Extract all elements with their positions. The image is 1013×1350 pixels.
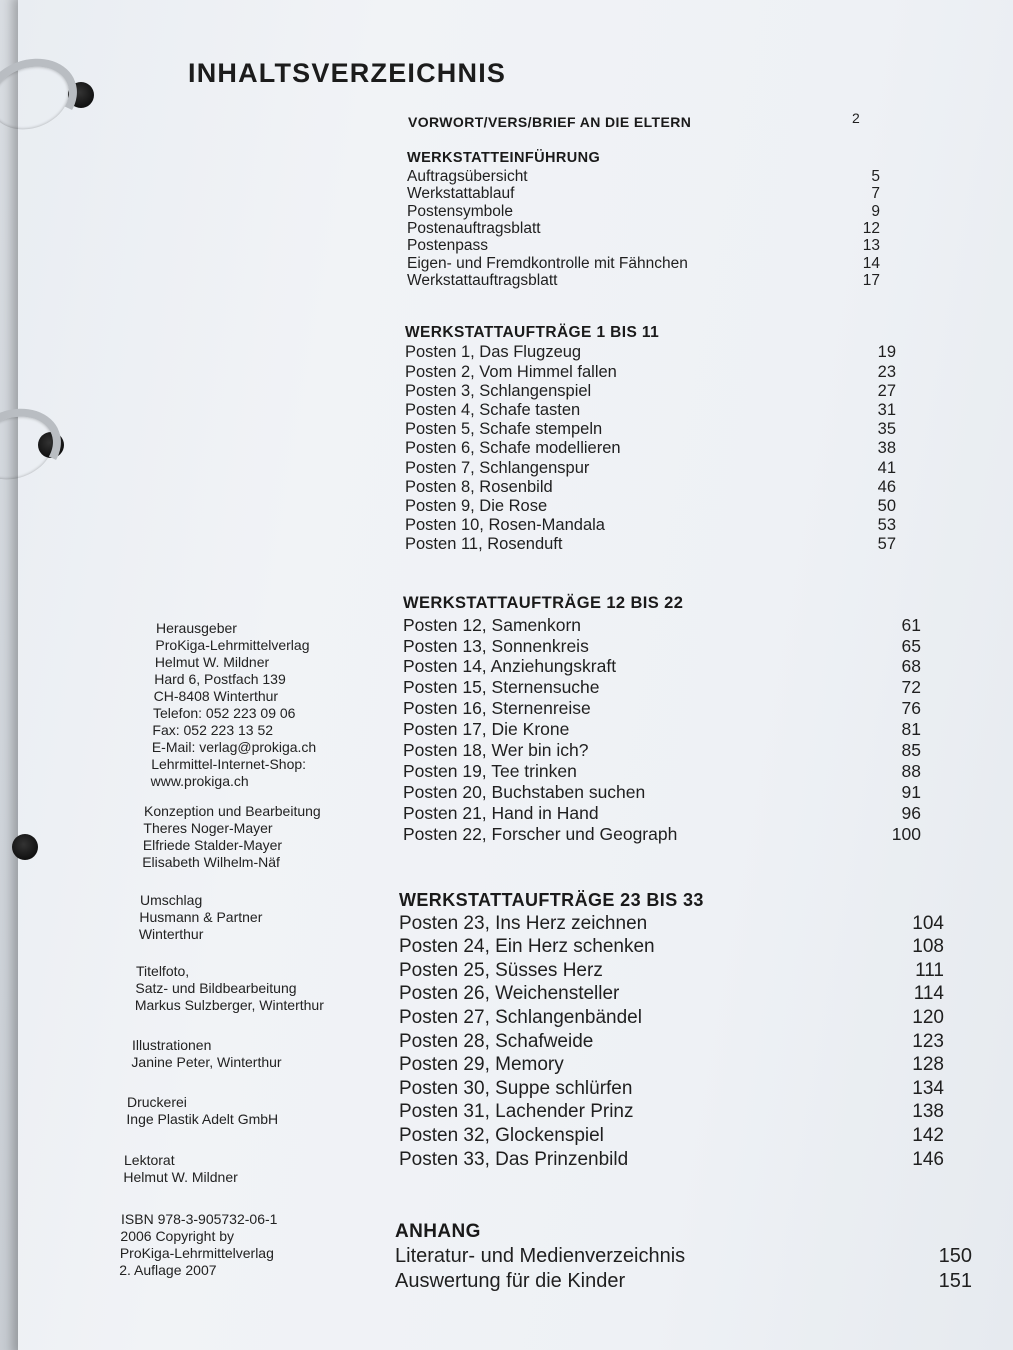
binder-hole-bottom: [12, 834, 38, 860]
toc-page-number: 9: [871, 202, 880, 220]
toc-page-number: 85: [901, 740, 921, 761]
toc-entry-label: Posten 19, Tee trinken: [403, 760, 577, 781]
toc-entry: [405, 497, 896, 516]
toc-entry: [405, 363, 896, 382]
credits-line: Husmann & Partner: [139, 909, 263, 925]
toc-entry: [403, 615, 921, 636]
toc-section-heading: WERKSTATTEINFÜHRUNG: [407, 150, 601, 166]
toc-entry-label: Auftragsübersicht: [407, 168, 528, 186]
toc-entry-label: Posten 30, Suppe schlürfen: [399, 1077, 633, 1099]
toc-entry-label: Posten 20, Buchstaben suchen: [403, 781, 646, 802]
credits-line: Fax: 052 223 13 52: [152, 722, 274, 738]
toc-entry-label: Posten 32, Glockenspiel: [399, 1124, 604, 1146]
toc-entry: [403, 677, 921, 698]
credits-block: [150, 620, 317, 790]
toc-entry: [405, 382, 896, 401]
toc-entry-label: Posten 23, Ins Herz zeichnen: [399, 912, 648, 934]
toc-page-number: 27: [877, 381, 896, 400]
toc-section-heading: WERKSTATTAUFTRÄGE 23 BIS 33: [399, 890, 704, 910]
toc-entry: [407, 272, 880, 290]
toc-entry: [403, 740, 921, 761]
toc-entry: [407, 185, 880, 203]
toc-page-number: 35: [877, 420, 896, 439]
toc-entry-label: Posten 26, Weichensteller: [399, 983, 620, 1005]
toc-page-number: 91: [901, 781, 921, 802]
credits-line: CH-8408 Winterthur: [153, 688, 279, 704]
credits-block: [136, 963, 324, 1014]
toc-entry-label: Posten 29, Memory: [399, 1054, 564, 1076]
toc-entry: [399, 1054, 944, 1076]
toc-page-number: 108: [912, 936, 944, 958]
credits-line: Markus Sulzberger, Winterthur: [134, 997, 324, 1013]
toc-entry-label: Posten 14, Anziehungskraft: [403, 656, 617, 677]
toc-entry-label: Postenauftragsblatt: [407, 220, 541, 238]
toc-entry-label: Posten 22, Forscher und Geograph: [403, 823, 678, 844]
toc-page-number: 111: [915, 959, 944, 981]
credits-line: ProKiga-Lehrmittelverlag: [119, 1245, 274, 1261]
page-title: INHALTSVERZEICHNIS: [188, 58, 507, 88]
credits-line: Helmut W. Mildner: [154, 654, 270, 670]
toc-entry-label: Posten 1, Das Flugzeug: [405, 343, 582, 362]
toc-entry-label: Auswertung für die Kinder: [395, 1269, 626, 1292]
toc-page-number: 50: [877, 496, 896, 515]
toc-entry: [405, 516, 896, 535]
toc-entry-label: Posten 33, Das Prinzenbild: [399, 1148, 629, 1170]
toc-entry: [405, 535, 896, 554]
credits-block: [124, 1152, 238, 1186]
toc-section-heading: WERKSTATTAUFTRÄGE 1 BIS 11: [405, 324, 660, 341]
toc-page-number: 53: [877, 516, 896, 535]
credits-line: Titelfoto,: [136, 963, 190, 979]
credits-line: Lehrmittel-Internet-Shop:: [151, 756, 307, 772]
toc-page-number: 57: [877, 535, 896, 554]
toc-page-number: 81: [901, 719, 921, 740]
credits-line: 2. Auflage 2007: [119, 1262, 217, 1278]
toc-entry-label: Posten 5, Schafe stempeln: [405, 420, 603, 439]
credits-line: Helmut W. Mildner: [123, 1169, 238, 1185]
toc-entry-label: Posten 2, Vom Himmel fallen: [405, 362, 617, 381]
toc-page-number: 120: [912, 1006, 944, 1028]
credits-line: Umschlag: [140, 892, 203, 908]
toc-page-number: 138: [912, 1101, 944, 1123]
toc-entry: [405, 439, 896, 458]
toc-section-heading: VORWORT/VERS/BRIEF AN DIE ELTERN: [408, 114, 692, 130]
toc-entry: [407, 203, 880, 221]
credits-line: Herausgeber: [156, 620, 237, 636]
toc-page-number: 128: [912, 1054, 944, 1076]
toc-page-number: 65: [901, 635, 921, 656]
toc-entry: [407, 168, 880, 186]
toc-entry-label: Posten 18, Wer bin ich?: [403, 740, 589, 761]
toc-page-number: 96: [901, 802, 921, 823]
toc-page-number: 12: [862, 220, 880, 238]
toc-entry: [407, 237, 880, 255]
toc-entry-label: Posten 25, Süsses Herz: [399, 959, 603, 981]
toc-page-number: 38: [877, 439, 896, 458]
credits-line: Janine Peter, Winterthur: [131, 1054, 282, 1070]
toc-page-number: 2: [852, 110, 860, 126]
toc-entry: [399, 1125, 944, 1147]
toc-page-number: 142: [912, 1124, 944, 1146]
toc-page-number: 61: [901, 614, 921, 635]
toc-entry-label: Werkstattauftragsblatt: [407, 271, 558, 289]
toc-page-number: 134: [912, 1077, 944, 1099]
credits-block: [144, 803, 321, 871]
toc-page-number: 146: [912, 1148, 944, 1170]
credits-line: Theres Noger-Mayer: [143, 820, 273, 836]
toc-entry-label: Posten 24, Ein Herz schenken: [399, 936, 655, 958]
toc-entry: [399, 936, 944, 958]
credits-line: Elisabeth Wilhelm-Näf: [142, 854, 280, 870]
toc-entry: [405, 343, 896, 362]
credits-line: ProKiga-Lehrmittelverlag: [155, 637, 310, 653]
toc-entry-label: Posten 28, Schafweide: [399, 1030, 594, 1052]
toc-entry-label: Postenpass: [407, 237, 488, 255]
toc-page-number: 88: [901, 760, 921, 781]
toc-entry: [407, 220, 880, 238]
toc-page-number: 72: [901, 677, 921, 698]
toc-page-number: 31: [877, 400, 896, 419]
credits-line: Satz- und Bildbearbeitung: [135, 980, 297, 996]
toc-entry-label: Posten 8, Rosenbild: [405, 477, 553, 496]
toc-entry-label: Posten 15, Sternensuche: [403, 677, 600, 698]
credits-line: ISBN 978-3-905732-06-1: [121, 1211, 278, 1227]
toc-entry-label: Literatur- und Medienverzeichnis: [395, 1244, 686, 1267]
toc-entry: [403, 803, 921, 824]
toc-entry: [399, 1031, 944, 1053]
toc-entry: [403, 698, 921, 719]
toc-section-heading: ANHANG: [395, 1221, 481, 1242]
toc-page-number: 13: [862, 237, 880, 255]
toc-entry: [403, 719, 921, 740]
toc-entry-label: Posten 7, Schlangenspur: [405, 458, 590, 477]
toc-page-number: 76: [901, 698, 921, 719]
credits-line: Druckerei: [127, 1094, 187, 1110]
toc-entry: [399, 1149, 944, 1171]
toc-page-number: 114: [913, 983, 944, 1005]
toc-entry: [399, 960, 944, 982]
toc-entry: [403, 824, 921, 845]
toc-page-number: 23: [877, 362, 896, 381]
credits-line: Inge Plastik Adelt GmbH: [126, 1111, 279, 1127]
toc-entry: [405, 478, 896, 497]
toc-page-number: 68: [901, 656, 921, 677]
toc-entry: [399, 983, 944, 1005]
toc-section-heading: WERKSTATTAUFTRÄGE 12 BIS 22: [403, 594, 684, 612]
toc-page-number: 104: [912, 912, 944, 934]
toc-entry-label: Posten 6, Schafe modellieren: [405, 439, 621, 458]
toc-page-number: 17: [862, 271, 880, 289]
toc-entry-label: Posten 3, Schlangenspiel: [405, 381, 592, 400]
toc-page-number: 46: [877, 477, 896, 496]
credits-block: [132, 1037, 282, 1071]
credits-line: 2006 Copyright by: [120, 1228, 235, 1244]
toc-entry-label: Posten 16, Sternenreise: [403, 698, 591, 719]
toc-entry-label: Posten 4, Schafe tasten: [405, 400, 581, 419]
toc-entry: [403, 761, 921, 782]
toc-entry-label: Posten 17, Die Krone: [403, 719, 570, 740]
credits-line: E-Mail: verlag@prokiga.ch: [151, 739, 317, 755]
toc-entry-label: Eigen- und Fremdkontrolle mit Fähnchen: [407, 254, 688, 272]
toc-entry: [399, 1078, 944, 1100]
toc-entry-label: Posten 13, Sonnenkreis: [403, 635, 589, 656]
toc-page-number: 7: [871, 185, 880, 203]
credits-line: Telefon: 052 223 09 06: [153, 705, 296, 721]
toc-entry: [405, 420, 896, 439]
toc-entry-label: Posten 11, Rosenduft: [405, 535, 563, 554]
toc-entry: [405, 459, 896, 478]
credits-block: [121, 1211, 277, 1279]
toc-page-number: 5: [871, 168, 880, 186]
toc-page-number: 100: [891, 823, 921, 844]
toc-entry: [395, 1270, 972, 1293]
toc-entry: [399, 913, 944, 935]
toc-entry: [399, 1007, 944, 1029]
credits-line: Winterthur: [138, 926, 204, 942]
toc-page-number: 19: [877, 343, 896, 362]
credits-block: [127, 1094, 278, 1128]
toc-page-number: 123: [912, 1030, 944, 1052]
toc-entry-label: Posten 27, Schlangenbändel: [399, 1006, 642, 1028]
toc-entry: [403, 636, 921, 657]
credits-line: Elfriede Stalder-Mayer: [142, 837, 283, 853]
toc-entry-label: Posten 21, Hand in Hand: [403, 802, 599, 823]
toc-entry-label: Postensymbole: [407, 202, 513, 220]
credits-line: www.prokiga.ch: [150, 773, 249, 789]
toc-entry: [395, 1245, 972, 1268]
toc-page-number: 41: [877, 458, 896, 477]
toc-entry-label: Posten 31, Lachender Prinz: [399, 1101, 634, 1123]
credits-line: Lektorat: [124, 1152, 175, 1168]
credits-line: Konzeption und Bearbeitung: [144, 803, 321, 819]
toc-page-number: 151: [938, 1269, 972, 1292]
toc-page-number: 14: [862, 254, 880, 272]
toc-entry-label: Werkstattablauf: [407, 185, 515, 203]
toc-page-number: 150: [938, 1244, 972, 1267]
toc-entry: [405, 401, 896, 420]
toc-entry-label: Posten 9, Die Rose: [405, 496, 548, 515]
toc-entry-label: Posten 12, Samenkorn: [403, 614, 582, 635]
credits-line: Hard 6, Postfach 139: [154, 671, 286, 687]
toc-entry: [399, 1101, 944, 1123]
toc-entry-label: Posten 10, Rosen-Mandala: [405, 516, 605, 535]
credits-line: Illustrationen: [132, 1037, 212, 1053]
credits-block: [140, 892, 262, 943]
toc-entry: [403, 782, 921, 803]
toc-entry: [403, 656, 921, 677]
toc-entry: [407, 255, 880, 273]
